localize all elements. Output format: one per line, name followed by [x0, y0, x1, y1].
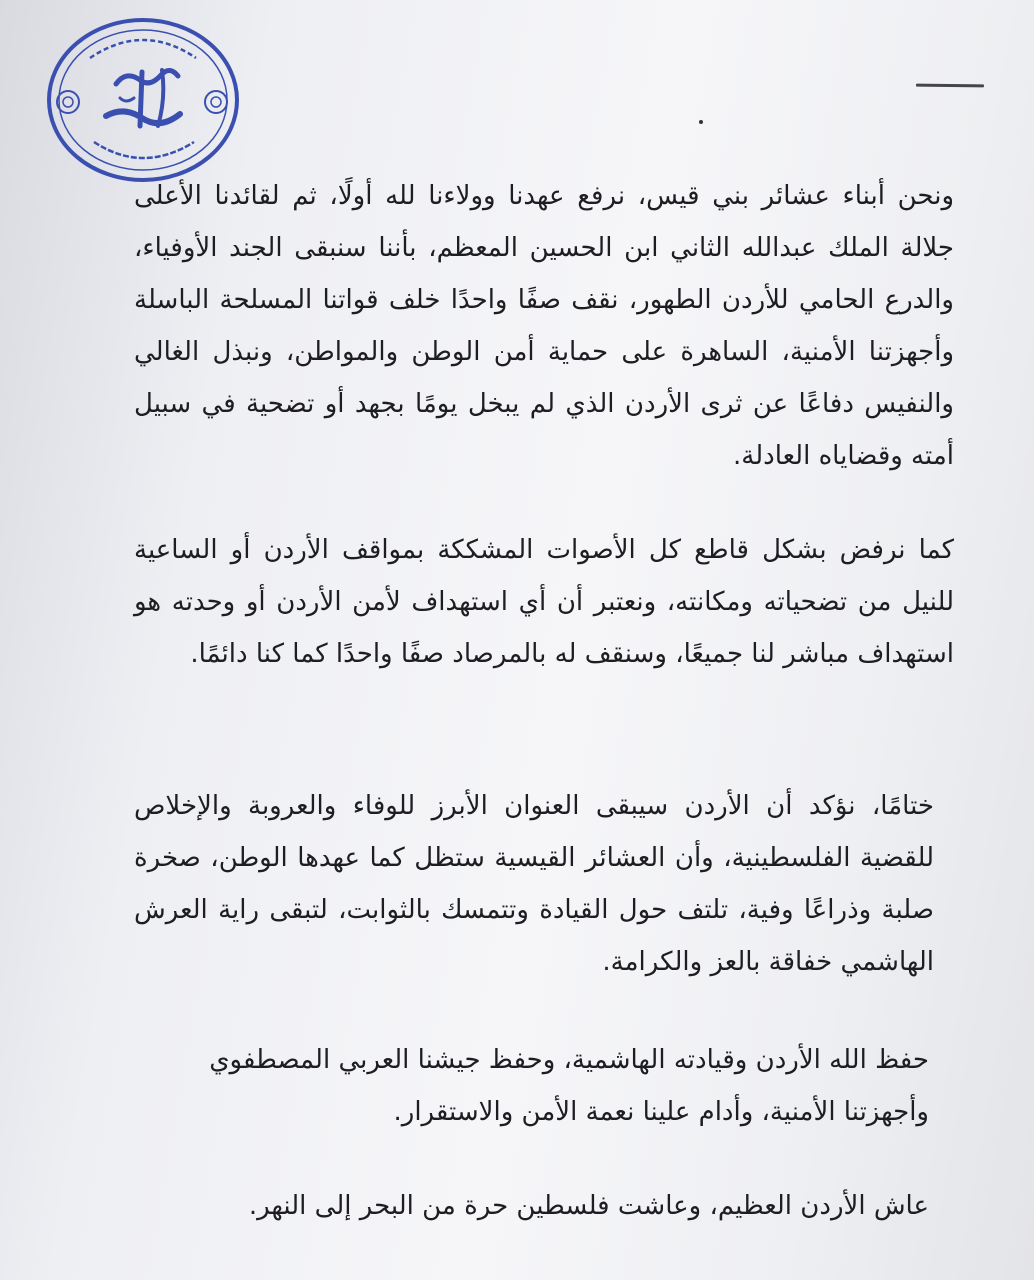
paragraph-closing: عاش الأردن العظيم، وعاشت فلسطين حرة من البحر إلى النهر.	[248, 1191, 929, 1221]
dash-mark	[916, 84, 984, 88]
paragraph-prayer: حفظ الله الأردن وقيادته الهاشمية، وحفظ جيشنا العربي المصطفوي وأجهزتنا الأمنية، وأدام علينا نعمة الأمن والاستقرار.	[209, 1045, 929, 1127]
paragraph-allegiance: ونحن أبناء عشائر بني قيس، نرفع عهدنا وولاءنا لله أولًا، ثم لقائدنا الأعلى جلالة الملك عبدالله الثاني ابن الحسين المعظم، بأننا سنبقى الجند الأوفياء، والدرع الحامي للأردن الطهور، نقف صفًا واحدًا خلف قواتنا المسلحة الباسلة وأجهزتنا الأمنية، الساهرة على حماية أمن الوطن والمواطن، ونبذل الغالي والنفيس دفاعًا عن ثرى الأردن الذي لم يبخل يومًا بجهد أو تضحية في سبيل أمته وقضاياه العادلة.	[134, 181, 954, 471]
paragraph-rejection: كما نرفض بشكل قاطع كل الأصوات المشككة بمواقف الأردن أو الساعية للنيل من تضحياته ومكانته، ونعتبر أن أي استهداف لأمن الأردن أو وحدته هو استهداف مباشر لنا جميعًا، وسنقف له بالمرصاد صفًا واحدًا كما كنا دائمًا.	[134, 535, 954, 669]
seal-stamp-icon	[44, 14, 242, 186]
paragraph-conclusion: ختامًا، نؤكد أن الأردن سيبقى العنوان الأبرز للوفاء والعروبة والإخلاص للقضية الفلسطينية، وأن العشائر القيسية ستظل كما عهدها الوطن، صخرة صلبة وذراعًا وفية، تلتف حول القيادة وتتمسك بالثوابت، لتبقى راية العرش الهاشمي خفاقة بالعز والكرامة.	[134, 791, 934, 977]
ink-dot	[699, 120, 703, 124]
